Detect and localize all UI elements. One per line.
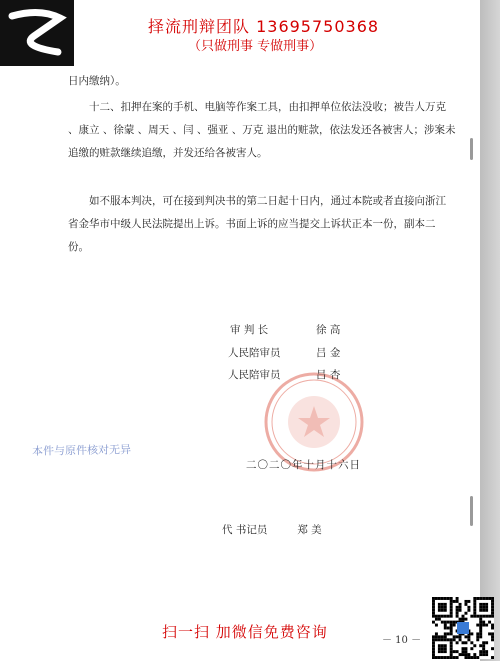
law-team-logo-icon xyxy=(0,0,74,66)
judgment-date: 二〇二〇年十月十六日 xyxy=(246,459,361,471)
staple-mark xyxy=(470,496,473,526)
clerk-role: 代 书记员 xyxy=(222,524,268,536)
page-edge xyxy=(480,0,500,661)
signature-role: 审 判 长 xyxy=(230,324,269,336)
verification-stamp: 本件与原件核对无异 xyxy=(31,443,132,458)
paragraph-item-twelve: 十二、扣押在案的手机、电脑等作案工具，由扣押单位依法没收；被告人万克 、康立 、徐蒙 、周天 、闫 、强亚 、万克 退出的赃款，依法发还各被害人；涉案未追缴的赃款继续追缴，并发还给各被害人。 xyxy=(68,101,456,159)
staple-mark xyxy=(470,138,473,160)
signature-name: 吕 杏 xyxy=(316,369,341,381)
wechat-qr-icon[interactable] xyxy=(432,597,494,659)
footer-wechat-cta: 扫一扫 加微信免费咨询 xyxy=(162,623,328,641)
clerk-signature xyxy=(222,522,322,537)
signature-name: 徐 高 xyxy=(316,324,341,336)
signature-role: 人民陪审员 xyxy=(228,347,281,359)
signature-role: 人民陪审员 xyxy=(228,369,281,381)
banner-subtitle: （只做刑事 专做刑事） xyxy=(188,39,323,54)
signature-name: 吕 金 xyxy=(316,347,341,359)
clerk-name: 郑 美 xyxy=(297,524,322,536)
paragraph-appeal-notice: 如不服本判决，可在接到判决书的第二日起十日内，通过本院或者直接向浙江省金华市中级人民法院提出上诉。书面上诉的应当提交上诉状正本一份，副本二份。 xyxy=(68,195,446,253)
page-number: － 10 － xyxy=(382,635,422,646)
paragraph-continuation: 日内缴纳）。 xyxy=(68,75,126,87)
banner-title: 择流刑辩团队 13695750368 xyxy=(148,17,380,36)
